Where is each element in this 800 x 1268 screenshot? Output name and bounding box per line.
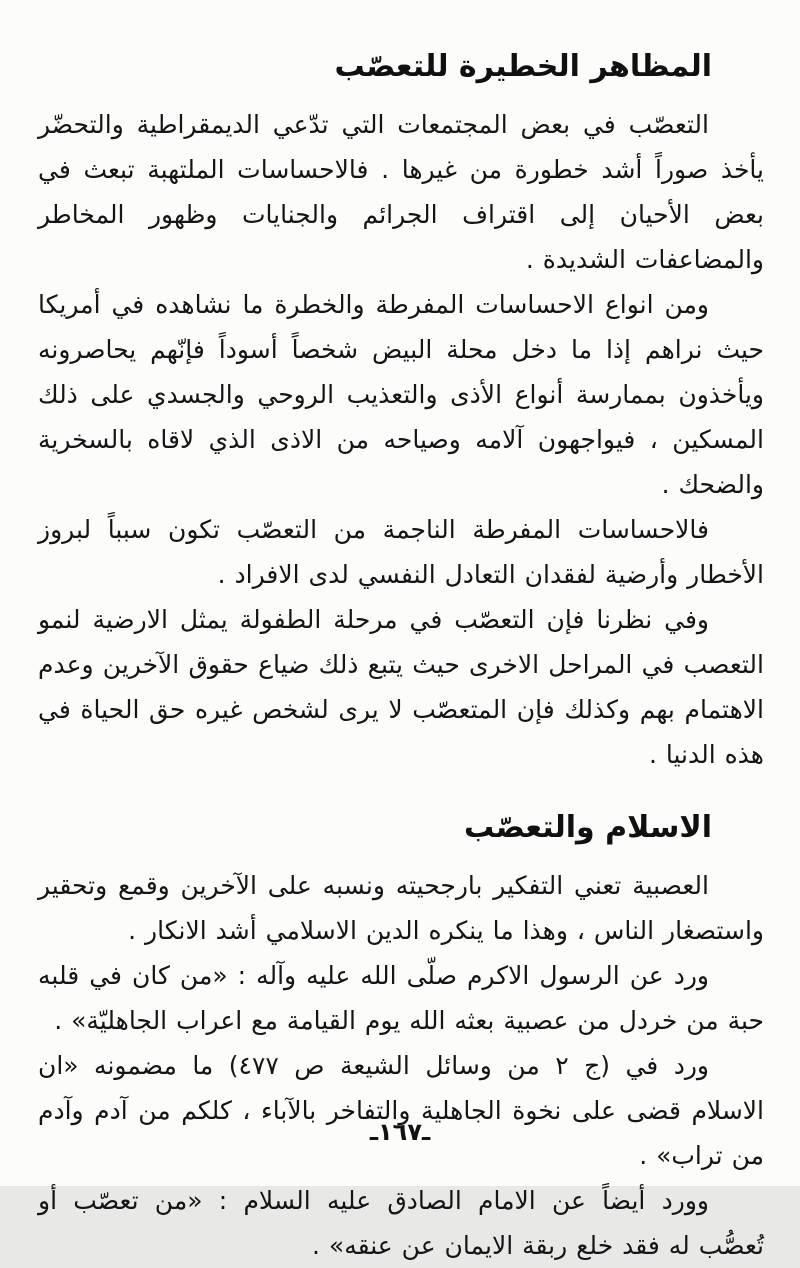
paragraph: فالاحساسات المفرطة الناجمة من التعصّب تكون سبباً لبروز الأخطار وأرضية لفقدان التعادل النفسي لدى الافراد . bbox=[38, 515, 764, 589]
section-heading-dangerous-manifestations: المظاهر الخطيرة للتعصّب bbox=[334, 49, 712, 84]
section-islam-and-fanaticism bbox=[38, 801, 764, 1268]
page-content bbox=[38, 40, 764, 1268]
section-heading-islam-and-fanaticism: الاسلام والتعصّب bbox=[463, 810, 712, 845]
section-dangerous-manifestations bbox=[38, 40, 764, 777]
paragraph: وفي نظرنا فإن التعصّب في مرحلة الطفولة يمثل الارضية لنمو التعصب في المراحل الاخرى حيث يتبع ذلك ضياع حقوق الآخرين وعدم الاهتمام بهم وكذلك فإن المتعصّب لا يرى لشخص غيره حق الحياة في هذه الدنيا . bbox=[38, 605, 764, 769]
paragraph: ورد في (ج ٢ من وسائل الشيعة ص ٤٧٧) ما مضمونه «ان الاسلام قضى على نخوة الجاهلية والتفاخر بالآباء ، كلكم من آدم وآدم من تراب» . bbox=[38, 1051, 764, 1170]
page-number: ـ١٦٧ـ bbox=[369, 1118, 431, 1146]
paragraph: التعصّب في بعض المجتمعات التي تدّعي الديمقراطية والتحضّر يأخذ صوراً أشد خطورة من غيرها . فالاحساسات الملتهبة تبعث في بعض الأحيان إلى اقتراف الجرائم والجنايات وظهور المخاطر والمضاعفات الشديدة . bbox=[38, 110, 764, 274]
paragraph: وورد أيضاً عن الامام الصادق عليه السلام : «من تعصّب أو تُعصُّب له فقد خلع ربقة الايمان عن عنقه» . bbox=[38, 1186, 764, 1260]
paragraph: ومن انواع الاحساسات المفرطة والخطرة ما نشاهده في أمريكا حيث نراهم إذا ما دخل محلة البيض شخصاً أسوداً فإنّهم يحاصرونه ويأخذون بممارسة أنواع الأذى والتعذيب الروحي والجسدي على ذلك المسكين ، فيواجهون آلامه وصياحه من الاذى الذي لاقاه بالسخرية والضحك . bbox=[38, 290, 764, 499]
paragraph: العصبية تعني التفكير بارجحيته ونسبه على الآخرين وقمع وتحقير واستصغار الناس ، وهذا ما ينكره الدين الاسلامي أشد الانكار . bbox=[38, 871, 764, 945]
paragraph: ورد عن الرسول الاكرم صلّى الله عليه وآله : «من كان في قلبه حبة من خردل من عصبية بعثه الله يوم القيامة مع اعراب الجاهليّة» . bbox=[38, 961, 764, 1035]
